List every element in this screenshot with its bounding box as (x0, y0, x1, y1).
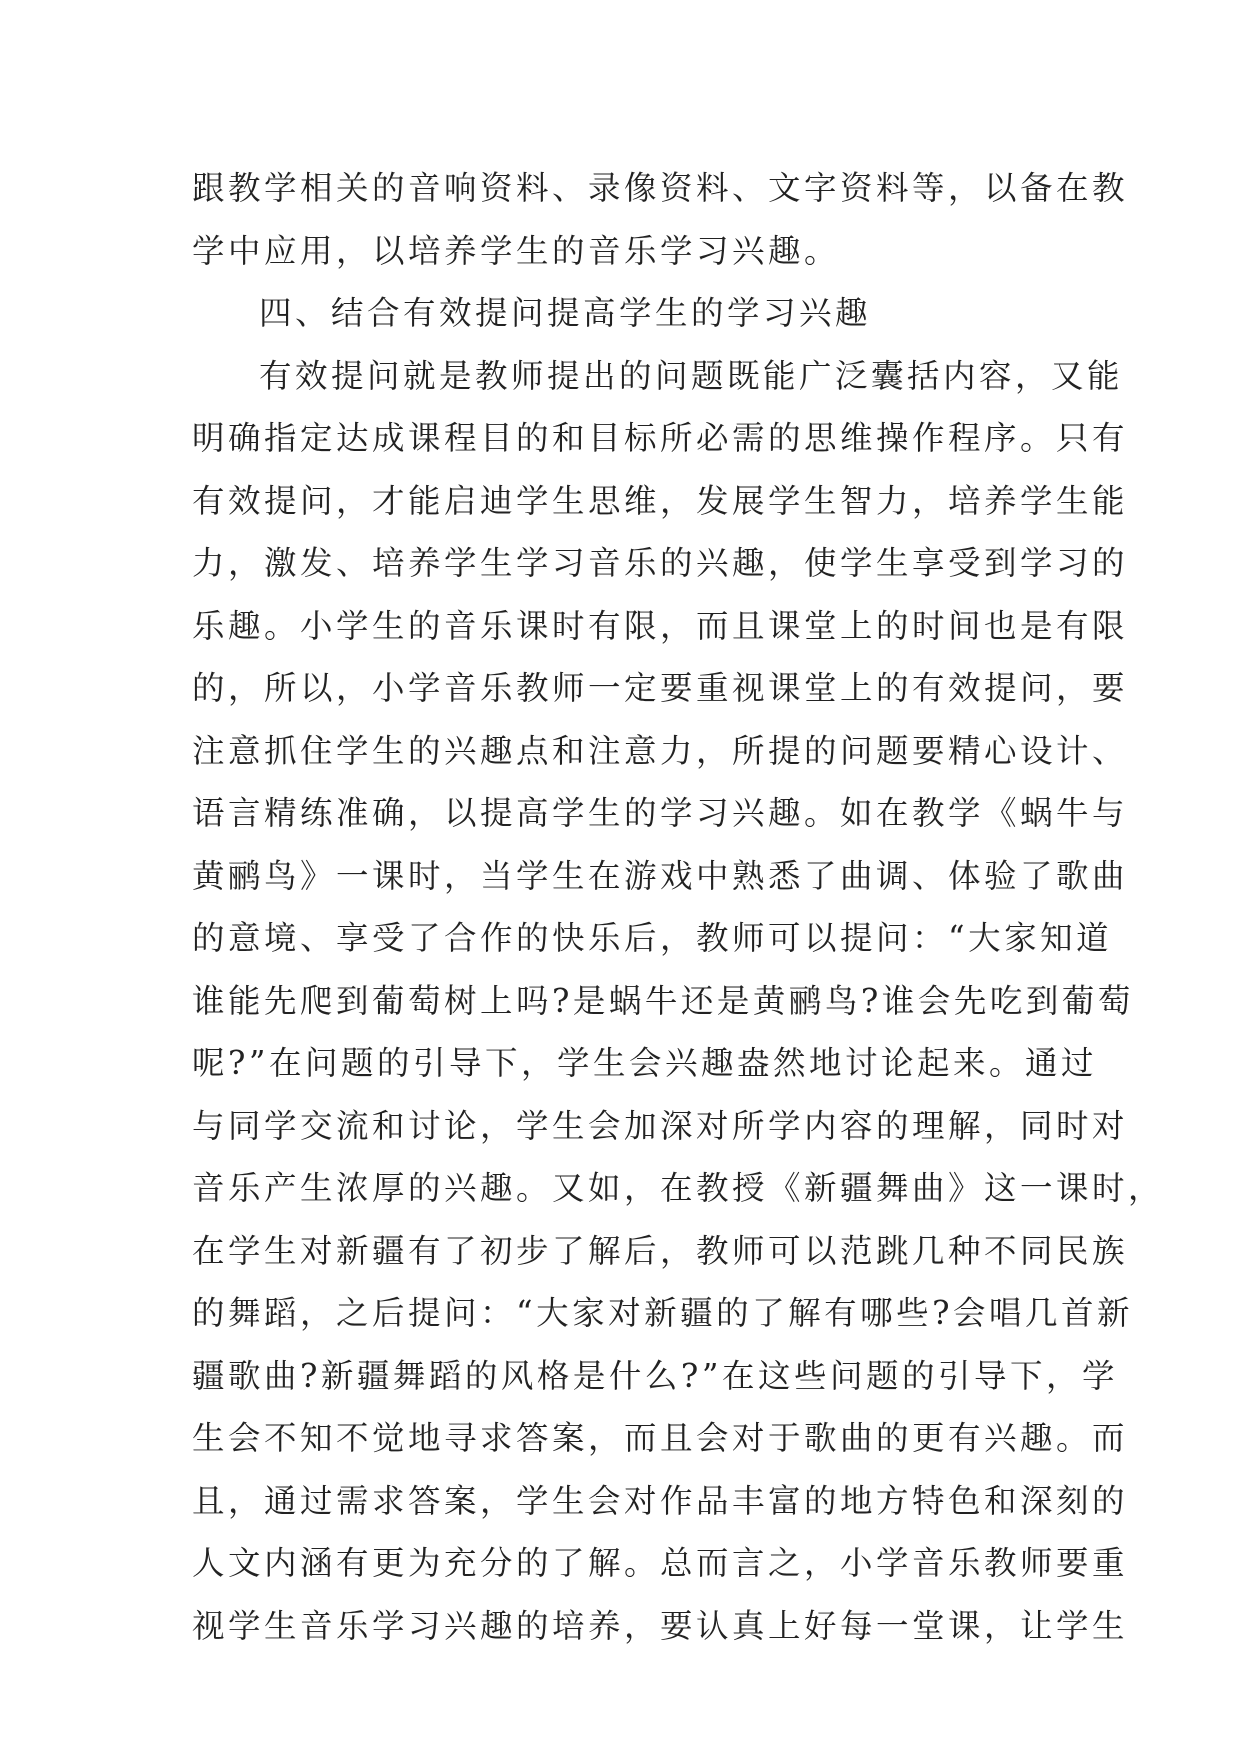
text-line: 人文内涵有更为充分的了解。总而言之，小学音乐教师要重 (192, 1544, 1129, 1582)
text-line: 明确指定达成课程目的和目标所必需的思维操作程序。只有 (192, 419, 1129, 457)
section-heading: 四、结合有效提问提高学生的学习兴趣 (259, 294, 872, 332)
text-line: 学中应用，以培养学生的音乐学习兴趣。 (192, 231, 841, 270)
text-line: 乐趣。小学生的音乐课时有限，而且课堂上的时间也是有限 (192, 606, 1129, 645)
text-line: 呢?”在问题的引导下，学生会兴趣盎然地讨论起来。通过 (192, 1044, 1098, 1082)
text-line: 的意境、享受了合作的快乐后，教师可以提问：“大家知道 (192, 919, 1113, 957)
text-line: 疆歌曲?新疆舞蹈的风格是什么?”在这些问题的引导下，学 (192, 1356, 1118, 1395)
text-line: 力，激发、培养学生学习音乐的兴趣，使学生享受到学习的 (192, 544, 1129, 582)
text-line: 在学生对新疆有了初步了解后，教师可以范跳几种不同民族 (192, 1231, 1129, 1270)
text-line: 谁能先爬到葡萄树上吗?是蜗牛还是黄鹂鸟?谁会先吃到葡萄 (192, 981, 1134, 1020)
text-line: 有效提问就是教师提出的问题既能广泛囊括内容，又能 (259, 356, 1124, 395)
text-line: 的，所以，小学音乐教师一定要重视课堂上的有效提问，要 (192, 669, 1129, 707)
text-line: 注意抓住学生的兴趣点和注意力，所提的问题要精心设计、 (192, 731, 1129, 770)
text-line: 黄鹂鸟》一课时，当学生在游戏中熟悉了曲调、体验了歌曲 (192, 856, 1129, 895)
text-line: 生会不知不觉地寻求答案，而且会对于歌曲的更有兴趣。而 (192, 1419, 1129, 1457)
text-line: 音乐产生浓厚的兴趣。又如，在教授《新疆舞曲》这一课时， (192, 1169, 1165, 1207)
text-line: 有效提问，才能启迪学生思维，发展学生智力，培养学生能 (192, 481, 1129, 520)
text-line: 语言精练准确，以提高学生的学习兴趣。如在教学《蜗牛与 (192, 794, 1129, 832)
text-line: 视学生音乐学习兴趣的培养，要认真上好每一堂课，让学生 (192, 1606, 1129, 1645)
text-line: 且，通过需求答案，学生会对作品丰富的地方特色和深刻的 (192, 1481, 1129, 1520)
body-text (192, 157, 1165, 1657)
text-line: 与同学交流和讨论，学生会加深对所学内容的理解，同时对 (192, 1106, 1129, 1145)
text-line: 跟教学相关的音响资料、录像资料、文字资料等，以备在教 (192, 169, 1129, 207)
text-line: 的舞蹈，之后提问：“大家对新疆的了解有哪些?会唱几首新 (192, 1294, 1134, 1332)
